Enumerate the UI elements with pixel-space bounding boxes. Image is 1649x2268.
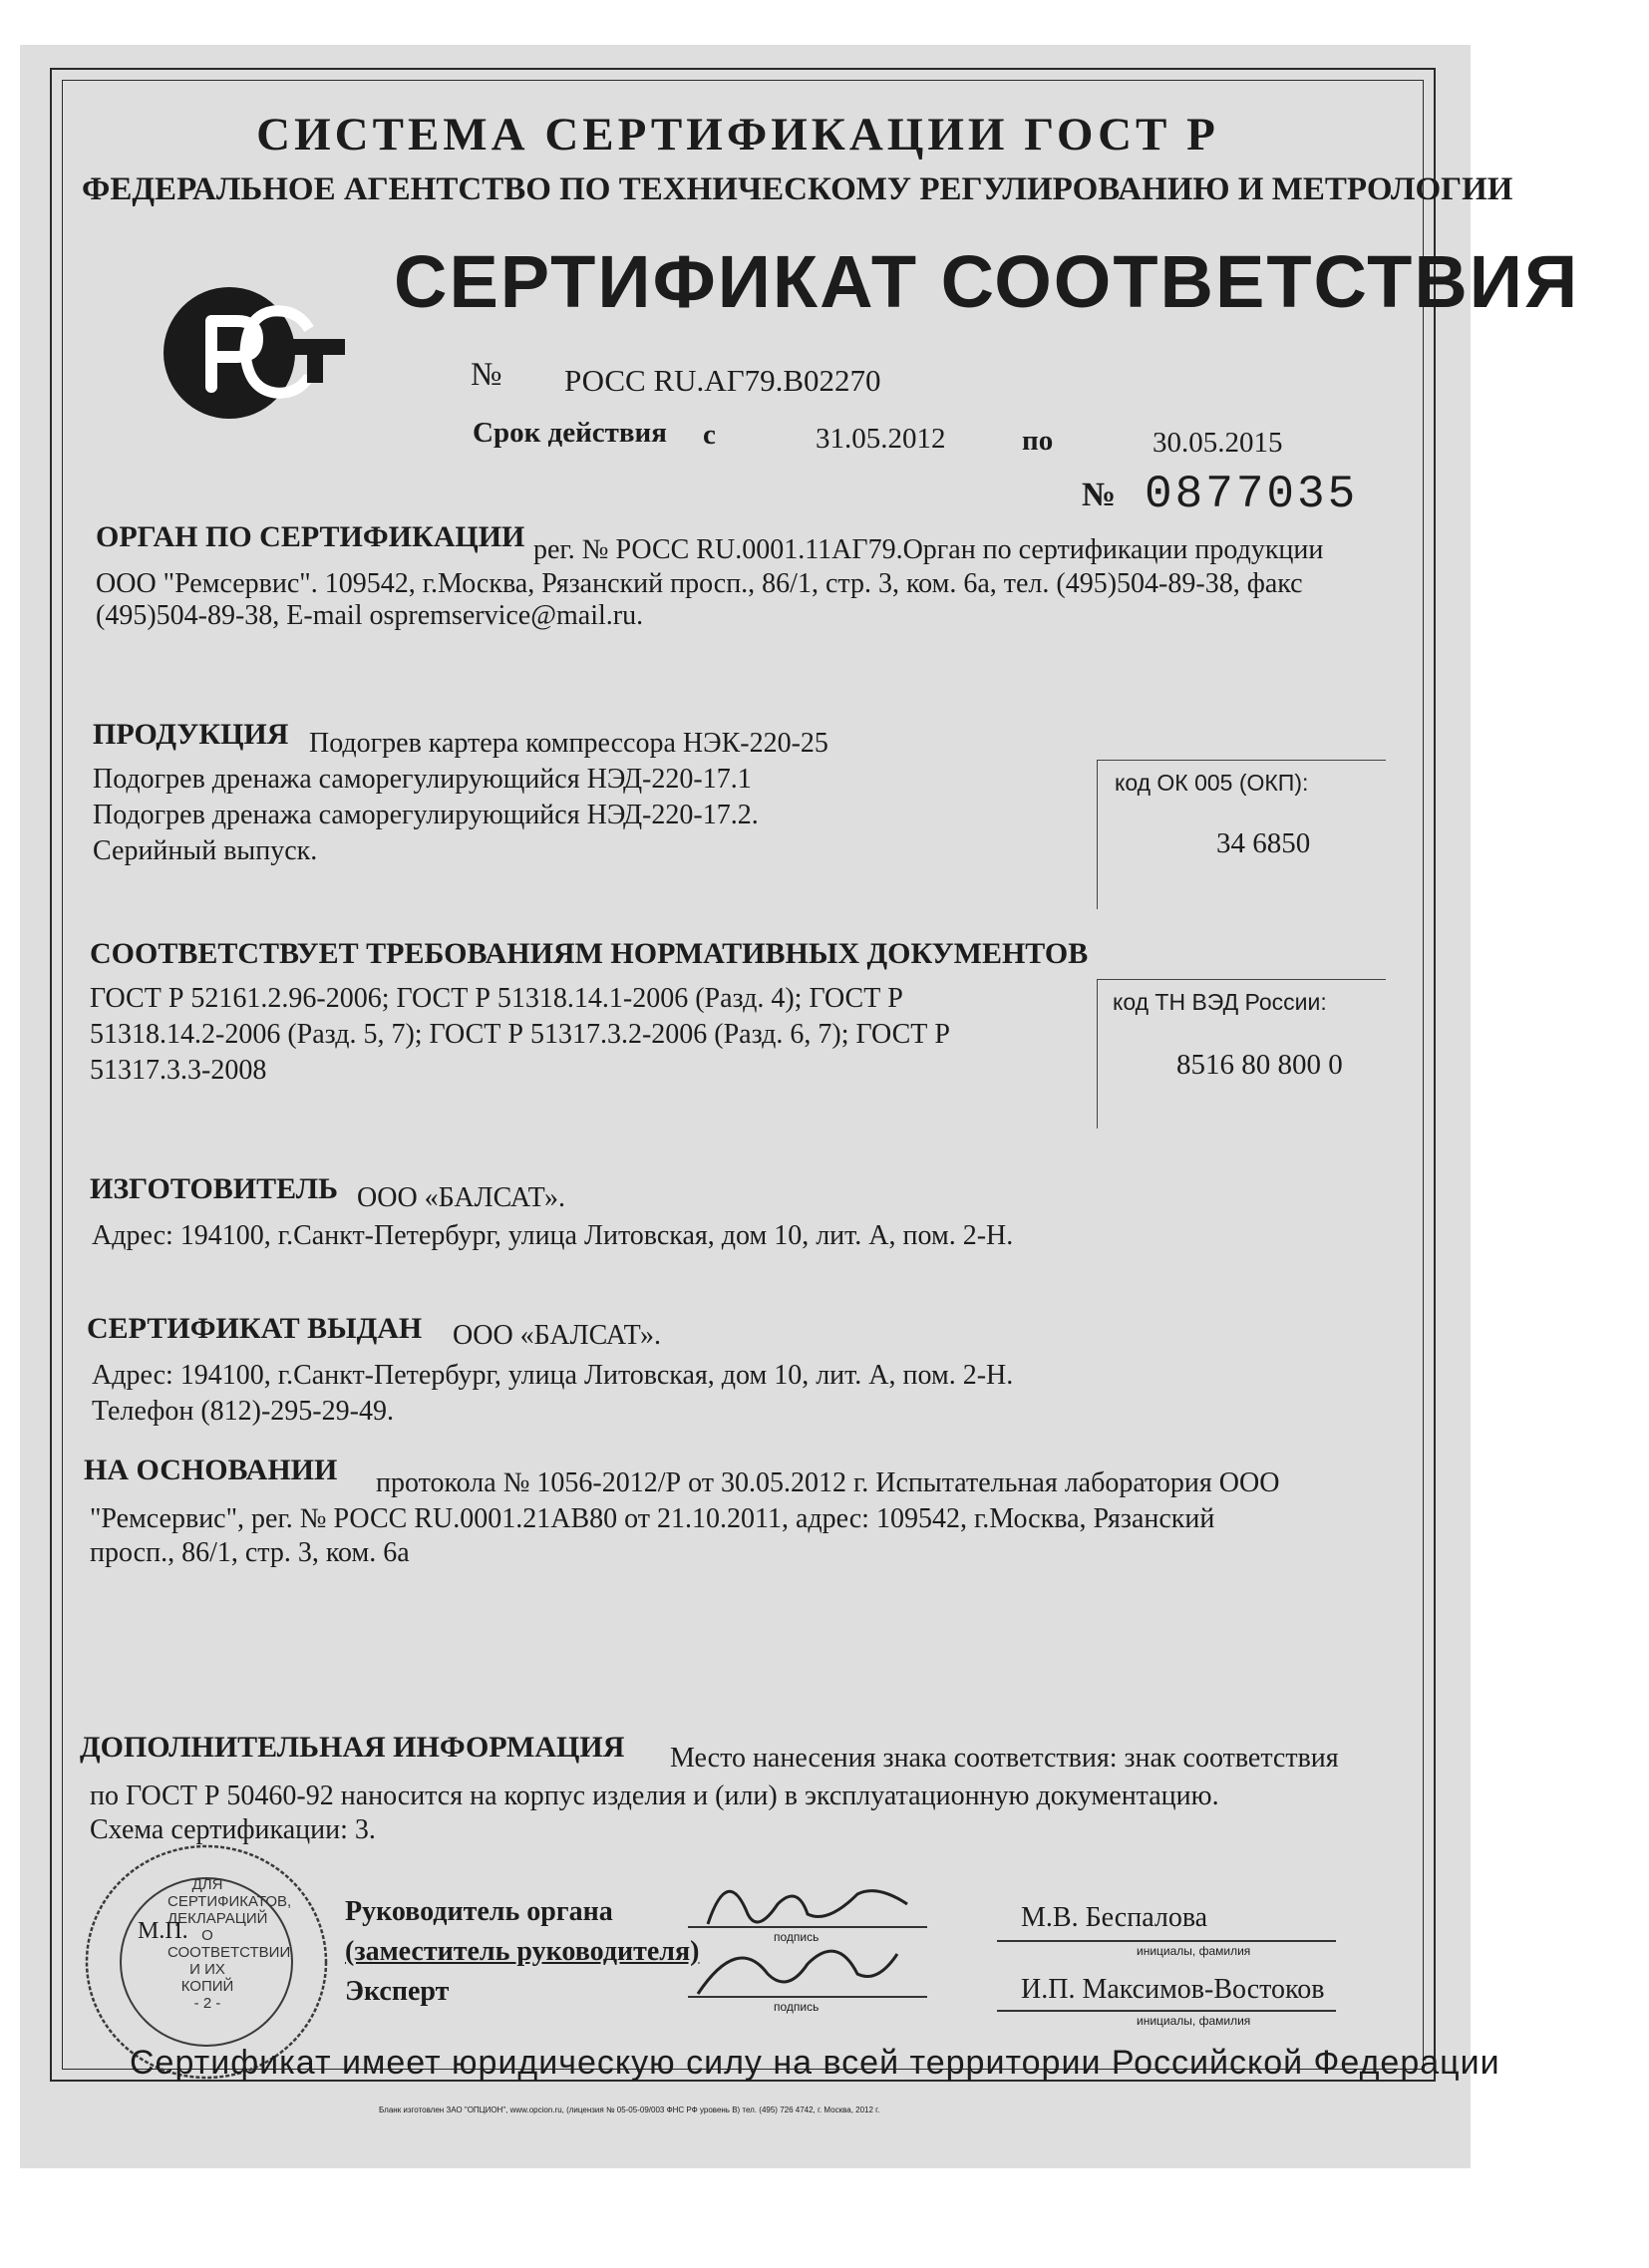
product-line: Подогрев дренажа саморегулирующийся НЭД-220-17.2. bbox=[93, 800, 759, 830]
validity-from-label: с bbox=[703, 419, 716, 451]
stamp-mp-label: М.П. bbox=[138, 1918, 188, 1944]
head-sign-line bbox=[688, 1926, 927, 1928]
expert-sign-line bbox=[688, 1996, 927, 1998]
basis-heading: НА ОСНОВАНИИ bbox=[84, 1454, 338, 1486]
head-name: М.В. Беспалова bbox=[1021, 1902, 1208, 1933]
stamp-line: И ИХ КОПИЙ bbox=[180, 1961, 234, 1995]
legal-force-text: Сертификат имеет юридическую силу на всей территории Российской Федерации bbox=[130, 2044, 1500, 2082]
head-sign-caption: подпись bbox=[774, 1930, 820, 1944]
tnved-code-label: код ТН ВЭД России: bbox=[1113, 989, 1327, 1015]
deputy-label: (заместитель руководителя) bbox=[345, 1936, 700, 1967]
manufacturer-address: Адрес: 194100, г.Санкт-Петербург, улица Литовская, дом 10, лит. А, пом. 2-Н. bbox=[92, 1220, 1014, 1251]
validity-to-date: 30.05.2015 bbox=[1153, 427, 1283, 459]
additional-line: Место нанесения знака соответствия: знак соответствия bbox=[670, 1743, 1339, 1774]
okp-code-value: 34 6850 bbox=[1216, 827, 1311, 859]
compliance-line: 51317.3.3-2008 bbox=[90, 1055, 267, 1086]
cert-body-heading: ОРГАН ПО СЕРТИФИКАЦИИ bbox=[96, 520, 525, 553]
validity-to-label: по bbox=[1022, 425, 1054, 457]
system-title: СИСТЕМА СЕРТИФИКАЦИИ ГОСТ Р bbox=[256, 109, 1219, 161]
expert-initials-caption: инициалы, фамилия bbox=[1137, 2014, 1251, 2028]
additional-line: по ГОСТ Р 50460-92 наносится на корпус изделия и (или) в эксплуатационную документацию. bbox=[90, 1781, 1219, 1811]
basis-line: "Ремсервис", рег. № РОСС RU.0001.21АВ80 от 21.10.2011, адрес: 109542, г.Москва, Рязанский bbox=[90, 1503, 1215, 1534]
stamp-line: СООТВЕТСТВИИ bbox=[167, 1944, 291, 1961]
manufacturer-name: ООО «БАЛСАТ». bbox=[357, 1182, 566, 1213]
stamp-line: ДЕКЛАРАЦИЙ О bbox=[167, 1910, 268, 1944]
stamp-line: - 2 - bbox=[193, 1995, 221, 2012]
issued-to-phone: Телефон (812)-295-29-49. bbox=[92, 1396, 394, 1427]
product-heading: ПРОДУКЦИЯ bbox=[93, 718, 289, 751]
additional-line: Схема сертификации: 3. bbox=[90, 1814, 376, 1845]
basis-line: протокола № 1056-2012/Р от 30.05.2012 г. Испытательная лаборатория ООО bbox=[376, 1467, 1280, 1498]
certificate-title: СЕРТИФИКАТ СООТВЕТСТВИЯ bbox=[394, 240, 1580, 323]
cert-body-line: (495)504-89-38, E-mail ospremservice@mail.ru. bbox=[96, 600, 644, 631]
validity-label: Срок действия bbox=[473, 417, 667, 449]
additional-heading: ДОПОЛНИТЕЛЬНАЯ ИНФОРМАЦИЯ bbox=[80, 1731, 625, 1764]
head-initials-caption: инициалы, фамилия bbox=[1137, 1944, 1251, 1958]
tnved-code-value: 8516 80 800 0 bbox=[1176, 1049, 1343, 1081]
compliance-line: 51318.14.2-2006 (Разд. 5, 7); ГОСТ Р 51317.3.2-2006 (Разд. 6, 7); ГОСТ Р bbox=[90, 1019, 950, 1050]
head-of-body-label: Руководитель органа bbox=[345, 1896, 613, 1927]
compliance-line: ГОСТ Р 52161.2.96-2006; ГОСТ Р 51318.14.1-2006 (Разд. 4); ГОСТ Р bbox=[90, 983, 903, 1014]
head-name-line bbox=[997, 1940, 1336, 1942]
rst-logo-icon bbox=[160, 281, 349, 429]
number-label: № bbox=[471, 357, 502, 393]
cert-body-line: ООО "Ремсервис". 109542, г.Москва, Рязанский просп., 86/1, стр. 3, ком. 6а, тел. (495)504-89-38, факс bbox=[96, 568, 1303, 599]
product-line: Серийный выпуск. bbox=[93, 835, 318, 866]
serial-label: № bbox=[1082, 477, 1117, 513]
cert-body-line: рег. № РОСС RU.0001.11АГ79.Орган по сертификации продукции bbox=[533, 534, 1324, 565]
serial-number: 0877035 bbox=[1145, 469, 1359, 520]
printer-imprint: Бланк изготовлен ЗАО "ОПЦИОН", www.opcion.ru, (лицензия № 05-05-09/003 ФНС РФ уровень В) тел. (495) 726 4742, г. Москва, 2012 г. bbox=[379, 2106, 880, 2114]
manufacturer-heading: ИЗГОТОВИТЕЛЬ bbox=[90, 1172, 338, 1205]
certificate-number: РОСС RU.АГ79.В02270 bbox=[564, 363, 881, 398]
compliance-heading: СООТВЕТСТВУЕТ ТРЕБОВАНИЯМ НОРМАТИВНЫХ ДОКУМЕНТОВ bbox=[90, 937, 1089, 970]
expert-name: И.П. Максимов-Востоков bbox=[1021, 1974, 1325, 2005]
stamp-line: ДЛЯ bbox=[191, 1876, 223, 1893]
issued-to-name: ООО «БАЛСАТ». bbox=[453, 1320, 662, 1351]
product-line: Подогрев дренажа саморегулирующийся НЭД-220-17.1 bbox=[93, 764, 752, 795]
product-line: Подогрев картера компрессора НЭК-220-25 bbox=[309, 728, 828, 759]
basis-line: просп., 86/1, стр. 3, ком. 6а bbox=[90, 1537, 410, 1568]
issued-to-address: Адрес: 194100, г.Санкт-Петербург, улица Литовская, дом 10, лит. А, пом. 2-Н. bbox=[92, 1360, 1014, 1391]
agency-name: ФЕДЕРАЛЬНОЕ АГЕНТСТВО ПО ТЕХНИЧЕСКОМУ РЕГУЛИРОВАНИЮ И МЕТРОЛОГИИ bbox=[82, 171, 1513, 207]
expert-label: Эксперт bbox=[345, 1976, 450, 2007]
stamp-line: СЕРТИФИКАТОВ, bbox=[167, 1893, 292, 1910]
expert-sign-caption: подпись bbox=[774, 2000, 820, 2014]
issued-to-heading: СЕРТИФИКАТ ВЫДАН bbox=[87, 1312, 423, 1345]
expert-name-line bbox=[997, 2010, 1336, 2012]
okp-code-label: код ОК 005 (ОКП): bbox=[1115, 770, 1309, 796]
validity-from-date: 31.05.2012 bbox=[816, 423, 946, 455]
